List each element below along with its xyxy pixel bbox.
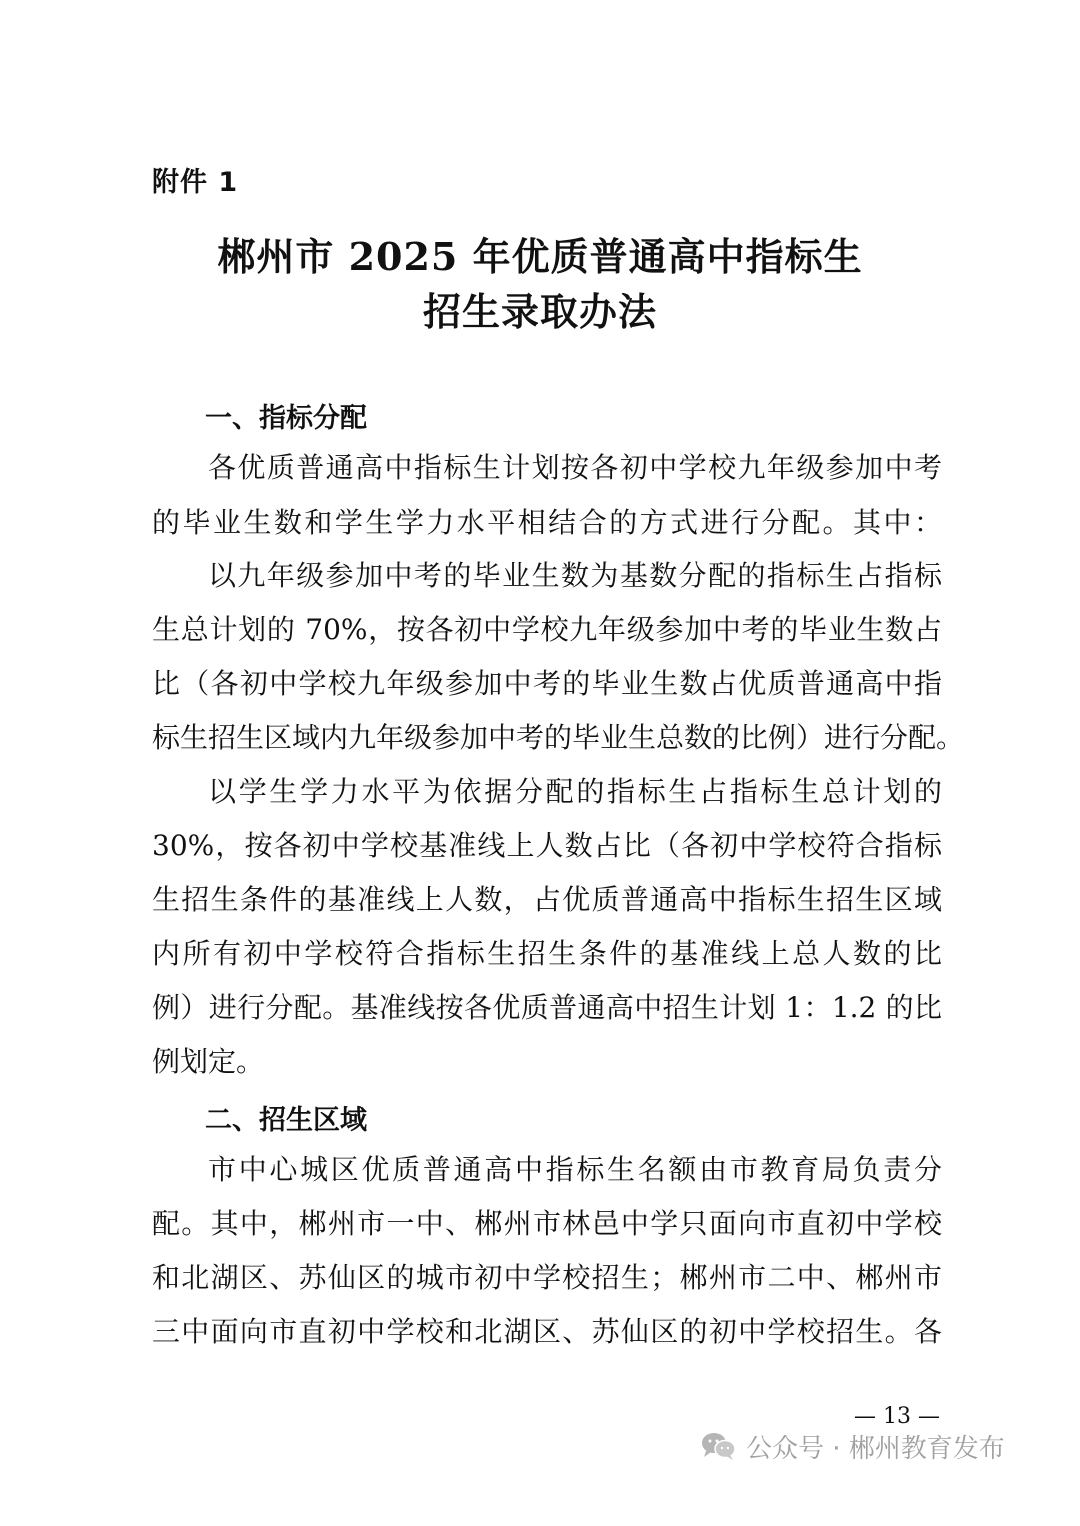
section-1-heading: 一、指标分配 <box>205 403 367 434</box>
paragraph-line: 生总计划的 70%，按各初中学校九年级参加中考的毕业生数占 <box>152 613 942 646</box>
page-number: — 13 — <box>854 1404 940 1429</box>
paragraph-line: 以九年级参加中考的毕业生数为基数分配的指标生占指标 <box>208 559 942 592</box>
paragraph-line: 三中面向市直初中学校和北湖区、苏仙区的初中学校招生。各 <box>152 1315 942 1348</box>
paragraph-line: 和北湖区、苏仙区的城市初中学校招生；郴州市二中、郴州市 <box>152 1261 942 1294</box>
paragraph-line: 内所有初中学校符合指标生招生条件的基准线上总人数的比 <box>152 937 942 970</box>
paragraph-line: 生招生条件的基准线上人数，占优质普通高中指标生招生区域 <box>152 883 942 916</box>
paragraph-line: 标生招生区域内九年级参加中考的毕业生总数的比例）进行分配。 <box>152 721 965 754</box>
attachment-label: 附件 1 <box>152 167 239 198</box>
paragraph-line: 比（各初中学校九年级参加中考的毕业生数占优质普通高中指 <box>152 667 942 700</box>
paragraph-line: 各优质普通高中指标生计划按各初中学校九年级参加中考 <box>208 451 942 484</box>
paragraph-line: 以学生学力水平为依据分配的指标生占指标生总计划的 <box>208 775 942 808</box>
paragraph-line: 例划定。 <box>152 1045 265 1078</box>
document-title-line-1: 郴州市 2025 年优质普通高中指标生 <box>217 234 863 279</box>
section-2-heading: 二、招生区域 <box>205 1105 367 1136</box>
watermark-text: 公众号 · 郴州教育发布 <box>746 1433 1005 1464</box>
paragraph-line: 的毕业生数和学生学力水平相结合的方式进行分配。其中： <box>152 506 942 539</box>
paragraph-line: 30%，按各初中学校基准线上人数占比（各初中学校符合指标 <box>152 829 942 862</box>
document-title-line-2: 招生录取办法 <box>422 289 657 334</box>
paragraph-line: 配。其中，郴州市一中、郴州市林邑中学只面向市直初中学校 <box>152 1207 942 1240</box>
paragraph-line: 例）进行分配。基准线按各优质普通高中招生计划 1：1.2 的比 <box>152 991 942 1024</box>
wechat-icon <box>700 1431 736 1461</box>
wechat-watermark <box>700 1424 1005 1468</box>
paragraph-line: 市中心城区优质普通高中指标生名额由市教育局负责分 <box>208 1153 942 1186</box>
